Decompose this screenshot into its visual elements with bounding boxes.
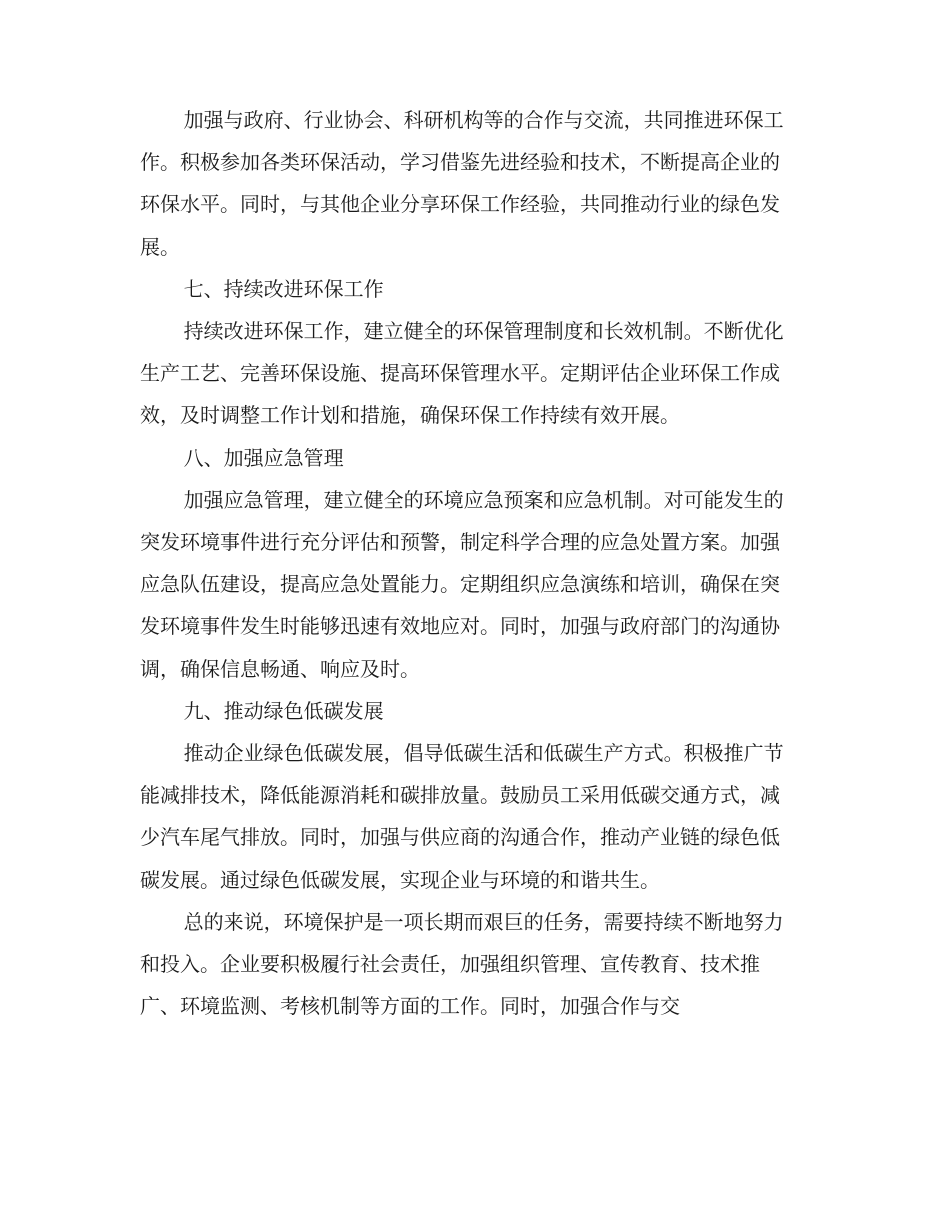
paragraph-continuous-improvement: 持续改进环保工作，建立健全的环保管理制度和长效机制。不断优化生产工艺、完善环保设施、提高环保管理水平。定期评估企业环保工作成效，及时调整工作计划和措施，确保环保工作持续有效开展。 (140, 319, 784, 428)
document-body (140, 99, 796, 1027)
paragraph-green-low-carbon: 推动企业绿色低碳发展，倡导低碳生活和低碳生产方式。积极推广节能减排技术，降低能源消耗和碳排放量。鼓励员工采用低碳交通方式，减少汽车尾气排放。同时，加强与供应商的沟通合作，推动产业链的绿色低碳发展。通过绿色低碳发展，实现企业与环境的和谐共生。 (140, 741, 784, 892)
paragraph-cooperation: 加强与政府、行业协会、科研机构等的合作与交流，共同推进环保工作。积极参加各类环保活动，学习借鉴先进经验和技术，不断提高企业的环保水平。同时，与其他企业分享环保工作经验，共同推动行业的绿色发展。 (140, 108, 784, 259)
heading-section-8: 八、加强应急管理 (183, 445, 344, 470)
paragraph-summary: 总的来说，环境保护是一项长期而艰巨的任务，需要持续不断地努力和投入。企业要积极履行社会责任，加强组织管理、宣传教育、技术推广、环境监测、考核机制等方面的工作。同时，加强合作与交 (140, 909, 784, 1019)
heading-section-7: 七、持续改进环保工作 (183, 276, 384, 301)
paragraph-emergency-management: 加强应急管理，建立健全的环境应急预案和应急机制。对可能发生的突发环境事件进行充分评估和预警，制定科学合理的应急处置方案。加强应急队伍建设，提高应急处置能力。定期组织应急演练和培训，确保在突发环境事件发生时能够迅速有效地应对。同时，加强与政府部门的沟通协调，确保信息畅通、响应及时。 (140, 487, 784, 681)
heading-section-9: 九、推动绿色低碳发展 (183, 698, 384, 723)
